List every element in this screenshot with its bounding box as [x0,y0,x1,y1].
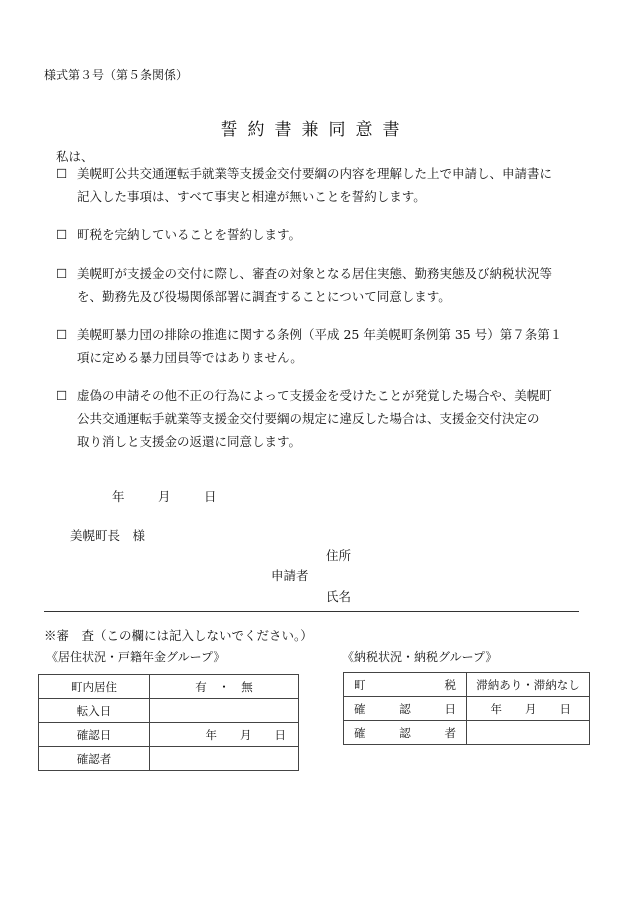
pledge-item-2 [56,223,596,246]
label-part: 確 [354,701,366,716]
table-row [344,697,590,721]
label-part: 認 [399,725,411,740]
label-part: 認 [399,701,411,716]
pledge-line: 美幌町暴力団の排除の推進に関する条例（平成 25 年美幌町条例第 35 号）第７条第１ [77,327,563,342]
pledge-item-1 [56,162,596,208]
year-label: 年 [112,489,125,504]
month-label: 月 [158,489,171,504]
pledge-item-3 [56,262,596,308]
table-row [39,723,299,747]
day-label: 日 [204,489,217,504]
table-row [39,747,299,771]
pledge-line: 項に定める暴力団員等ではありません。 [77,350,303,365]
residence-table [38,674,299,771]
pledge-line: 町税を完納していることを誓約します。 [77,227,302,242]
label-part: 確 [354,725,366,740]
table-row [344,673,590,697]
label-part: 日 [444,701,456,716]
checkbox-icon[interactable]: ☐ [56,266,68,281]
right-group-title: 《納税状況・納税グループ》 [342,650,498,664]
applicant-label: 申請者 [271,568,309,583]
pledge-line: 虚偽の申請その他不正の行為によって支援金を受けたことが発覚した場合や、美幌町 [77,388,552,403]
checkbox-icon[interactable]: ☐ [56,166,68,181]
tax-label-part: 税 [444,677,456,692]
tax-label [344,673,467,697]
intro-text: 私は、 [56,149,94,164]
pledge-line: 記入した事項は、すべて事実と相違が無いことを誓約します。 [77,189,426,204]
pledge-line: 美幌町公共交通運転手就業等支援金交付要綱の内容を理解した上で申請し、申請書に [77,166,553,181]
addressee: 美幌町長 様 [70,528,146,543]
pledge-line: 美幌町が支援金の交付に際し、審査の対象となる居住実態、勤務実態及び納税状況等 [77,266,553,281]
tax-label-part: 町 [354,677,366,692]
pledge-line: 公共交通運転手就業等支援金交付要綱の規定に違反した場合は、支援金交付決定の [77,411,540,426]
tax-confirmer-value[interactable] [467,721,590,745]
confirm-date-label: 確認日 [39,723,150,747]
confirmer-value[interactable] [150,747,299,771]
table-row [39,699,299,723]
name-label: 氏名 [326,589,352,604]
office-use-note: ※審 査（この欄には記入しないでください。） [44,628,313,643]
form-number: 様式第３号（第５条関係） [44,68,189,82]
left-group-title: 《居住状況・戸籍年金グループ》 [46,650,226,664]
page-title: 誓約書兼同意書 [220,120,410,140]
move-in-date-value[interactable] [150,699,299,723]
tax-table [343,672,590,745]
pledge-item-5 [56,384,596,453]
table-row [39,675,299,699]
residence-label: 町内居住 [39,675,150,699]
checkbox-icon[interactable]: ☐ [56,227,68,242]
table-row [344,721,590,745]
pledge-line: を、勤務先及び役場関係部署に調査することについて同意します。 [77,289,451,304]
divider-line [44,611,579,612]
residence-value[interactable]: 有 ・ 無 [150,675,299,699]
tax-confirm-date-label [344,697,467,721]
confirm-date-value[interactable]: 年 月 日 [150,723,299,747]
tax-confirmer-label [344,721,467,745]
checkbox-icon[interactable]: ☐ [56,388,68,403]
pledge-item-4 [56,323,596,369]
tax-status-value[interactable]: 滞納あり・滞納なし [467,673,590,697]
checkbox-icon[interactable]: ☐ [56,327,68,342]
tax-confirm-date-value[interactable]: 年 月 日 [467,697,590,721]
date-line [112,487,217,505]
confirmer-label: 確認者 [39,747,150,771]
label-part: 者 [444,725,456,740]
pledge-line: 取り消しと支援金の返還に同意します。 [77,434,302,449]
address-label: 住所 [326,548,352,563]
move-in-date-label: 転入日 [39,699,150,723]
